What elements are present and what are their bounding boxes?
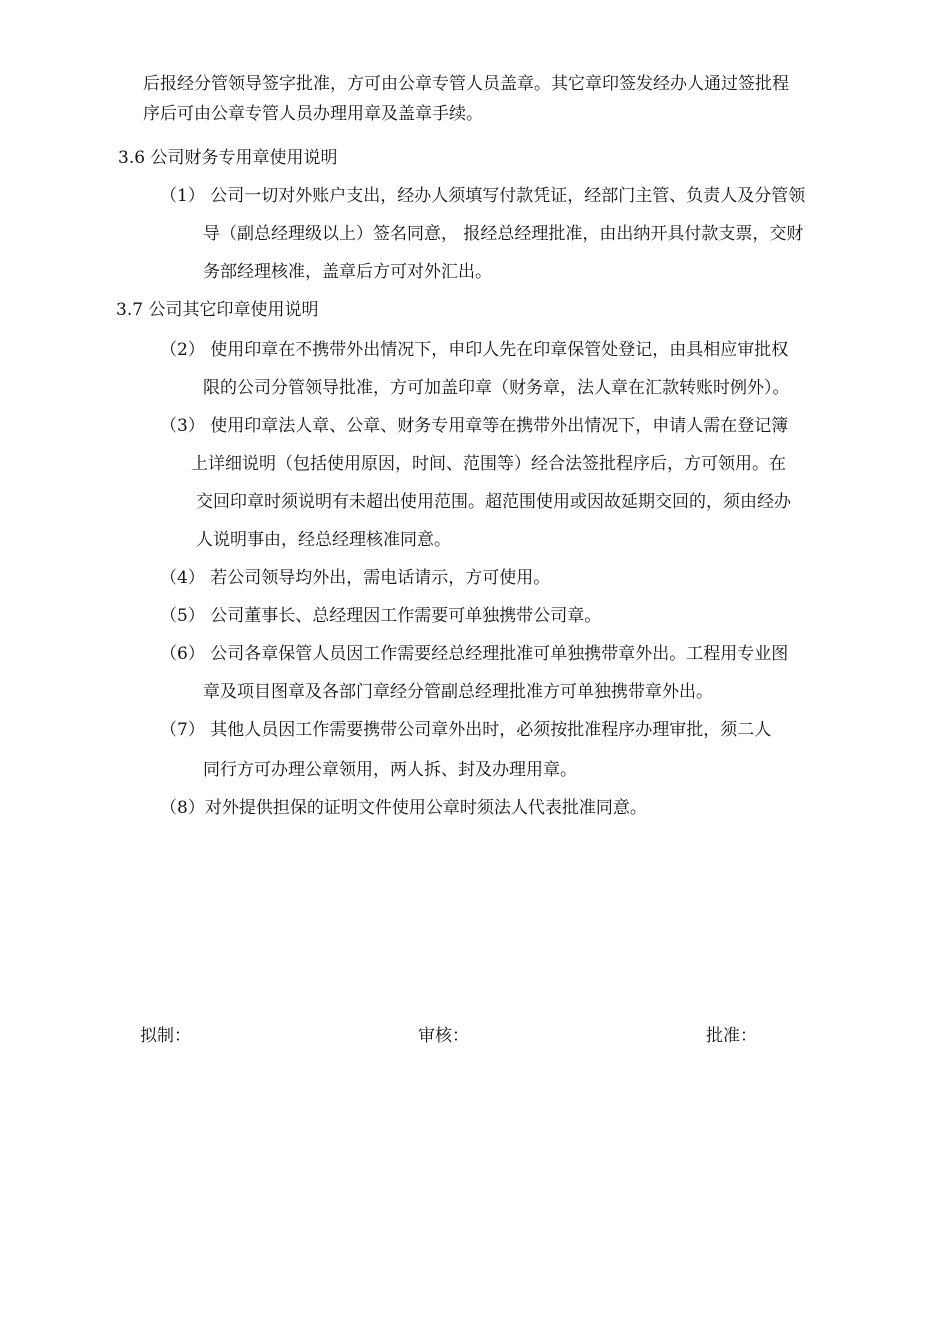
item-1-line-3: 务部经理核准，盖章后方可对外汇出。 bbox=[203, 262, 492, 282]
item-5-line-1: （5） 公司董事长、总经理因工作需要可单独携带公司章。 bbox=[160, 606, 602, 626]
item-1-line-2: 导（副总经理级以上）签名同意， 报经总经理批准，由出纳开具付款支票，交财 bbox=[203, 224, 804, 244]
section-3-6-heading: 3.6 公司财务专用章使用说明 bbox=[118, 148, 338, 168]
item-3-line-2: 上详细说明（包括使用原因，时间、范围等）经合法签批程序后，方可领用。在 bbox=[191, 454, 786, 474]
item-4-line-1: （4） 若公司领导均外出，需电话请示，方可使用。 bbox=[160, 568, 551, 588]
item-3-line-4: 人说明事由，经总经理核准同意。 bbox=[196, 530, 451, 550]
item-7-line-1: （7） 其他人员因工作需要携带公司章外出时，必须按批准程序办理审批，须二人 bbox=[160, 720, 772, 740]
item-3-line-3: 交回印章时须说明有未超出使用范围。超范围使用或因故延期交回的，须由经办 bbox=[196, 492, 791, 512]
signature-drafted-label: 拟制： bbox=[140, 1026, 191, 1046]
item-2-line-2: 限的公司分管领导批准，方可加盖印章（财务章，法人章在汇款转账时例外）。 bbox=[203, 378, 790, 398]
item-6-line-2: 章及项目图章及各部门章经分管副总经理批准方可单独携带章外出。 bbox=[203, 682, 713, 702]
item-2-line-1: （2） 使用印章在不携带外出情况下，申印人先在印章保管处登记，由具相应审批权 bbox=[160, 340, 789, 360]
item-6-line-1: （6） 公司各章保管人员因工作需要经总经理批准可单独携带章外出。工程用专业图 bbox=[160, 644, 789, 664]
item-1-line-1: （1） 公司一切对外账户支出，经办人须填写付款凭证，经部门主管、负责人及分管领 bbox=[160, 186, 806, 206]
intro-line-2: 序后可由公章专管人员办理用章及盖章手续。 bbox=[143, 104, 483, 124]
section-3-7-heading: 3.7 公司其它印章使用说明 bbox=[116, 300, 319, 320]
signature-approved-label: 批准： bbox=[706, 1026, 757, 1046]
item-8-line-1: （8）对外提供担保的证明文件使用公章时须法人代表批准同意。 bbox=[160, 798, 647, 818]
signature-reviewed-label: 审核： bbox=[418, 1026, 469, 1046]
item-3-line-1: （3） 使用印章法人章、公章、财务专用章等在携带外出情况下，申请人需在登记簿 bbox=[160, 416, 789, 436]
item-7-line-2: 同行方可办理公章领用，两人拆、封及办理用章。 bbox=[203, 760, 577, 780]
intro-line-1: 后报经分管领导签字批准，方可由公章专管人员盖章。其它章印签发经办人通过签批程 bbox=[143, 74, 789, 94]
